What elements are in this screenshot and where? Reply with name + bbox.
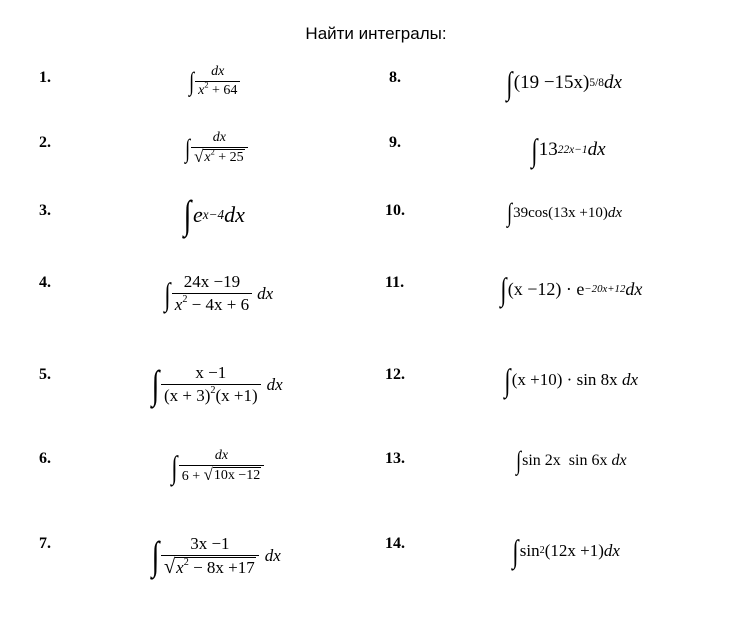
- integral-1: [188, 64, 240, 99]
- integral-sign: ∫: [151, 361, 160, 407]
- problem-number-14: 14.: [385, 535, 405, 552]
- integral-sign: ∫: [171, 448, 178, 485]
- integral-4: ∫ $\frac{24x -19}{x^2 - 4x + 6}$ dx: [164, 272, 274, 314]
- integral-sign: ∫: [512, 533, 519, 569]
- integral-6: [170, 448, 264, 485]
- fraction: $\frac{x -1}{(x + 3)^2(x +1)}$: [161, 363, 261, 406]
- integral-sign: ∫: [164, 275, 171, 312]
- fraction: $\frac{dx}{x^2 + 64}$: [195, 64, 240, 99]
- integral-sign: ∫: [504, 362, 511, 398]
- integral-7: ∫ 3x −1 √ $x^2 - 8x +17$ dx: [151, 533, 281, 578]
- problem-number-7: 7.: [39, 535, 51, 552]
- problem-number-3: 3.: [39, 202, 51, 219]
- problem-number-6: 6.: [39, 450, 51, 467]
- integral-sign: ∫: [531, 132, 538, 168]
- problem-number-11: 11.: [385, 274, 405, 291]
- integral-5: ∫ $\frac{x -1}{(x + 3)^2(x +1)}$ dx: [151, 361, 283, 407]
- problem-number-2: 2.: [39, 134, 51, 151]
- integral-sign: ∫: [185, 133, 191, 163]
- problem-number-9: 9.: [389, 134, 401, 151]
- problem-number-1: 1.: [39, 69, 51, 86]
- problem-number-8: 8.: [389, 69, 401, 86]
- fraction: dx 6 + √ 10x −12: [179, 448, 265, 485]
- integral-sign: ∫: [516, 446, 522, 475]
- problem-number-4: 4.: [39, 274, 51, 291]
- problem-number-5: 5.: [39, 366, 51, 383]
- integral-sign: ∫: [183, 192, 192, 237]
- fraction: 3x −1 √ $x^2 - 8x +17$: [161, 534, 259, 578]
- integral-8: ∫ (19 −15x) 5/8 dx: [506, 65, 622, 101]
- fraction: dx √ $x^2 + 25$: [191, 130, 248, 167]
- integral-sign: ∫: [151, 533, 160, 578]
- integral-12: ∫ (x +10) · sin 8x dx: [504, 362, 638, 398]
- problem-number-13: 13.: [385, 450, 405, 467]
- integral-14: ∫ sin 2 (12x +1) dx: [512, 533, 620, 569]
- integral-9: ∫ 13 22x−1 dx: [531, 132, 606, 168]
- problem-number-10: 10.: [385, 202, 405, 219]
- integral-11: ∫ (x −12) · e −20x+12 dx: [500, 271, 643, 307]
- problem-number-12: 12.: [385, 366, 405, 383]
- integral-2: [184, 130, 248, 167]
- integral-sign: ∫: [506, 65, 513, 101]
- page-title: Найти интегралы:: [305, 24, 447, 43]
- integral-sign: ∫: [507, 198, 513, 227]
- integral-3: ∫ e x−4 dx: [183, 192, 245, 237]
- integral-sign: ∫: [189, 66, 195, 96]
- integral-sign: ∫: [500, 271, 507, 307]
- integral-10: ∫ 39cos(13x +10) dx: [507, 198, 622, 227]
- integral-13: ∫ sin 2x sin 6x dx: [516, 446, 627, 475]
- fraction: $\frac{24x -19}{x^2 - 4x + 6}$: [172, 272, 252, 315]
